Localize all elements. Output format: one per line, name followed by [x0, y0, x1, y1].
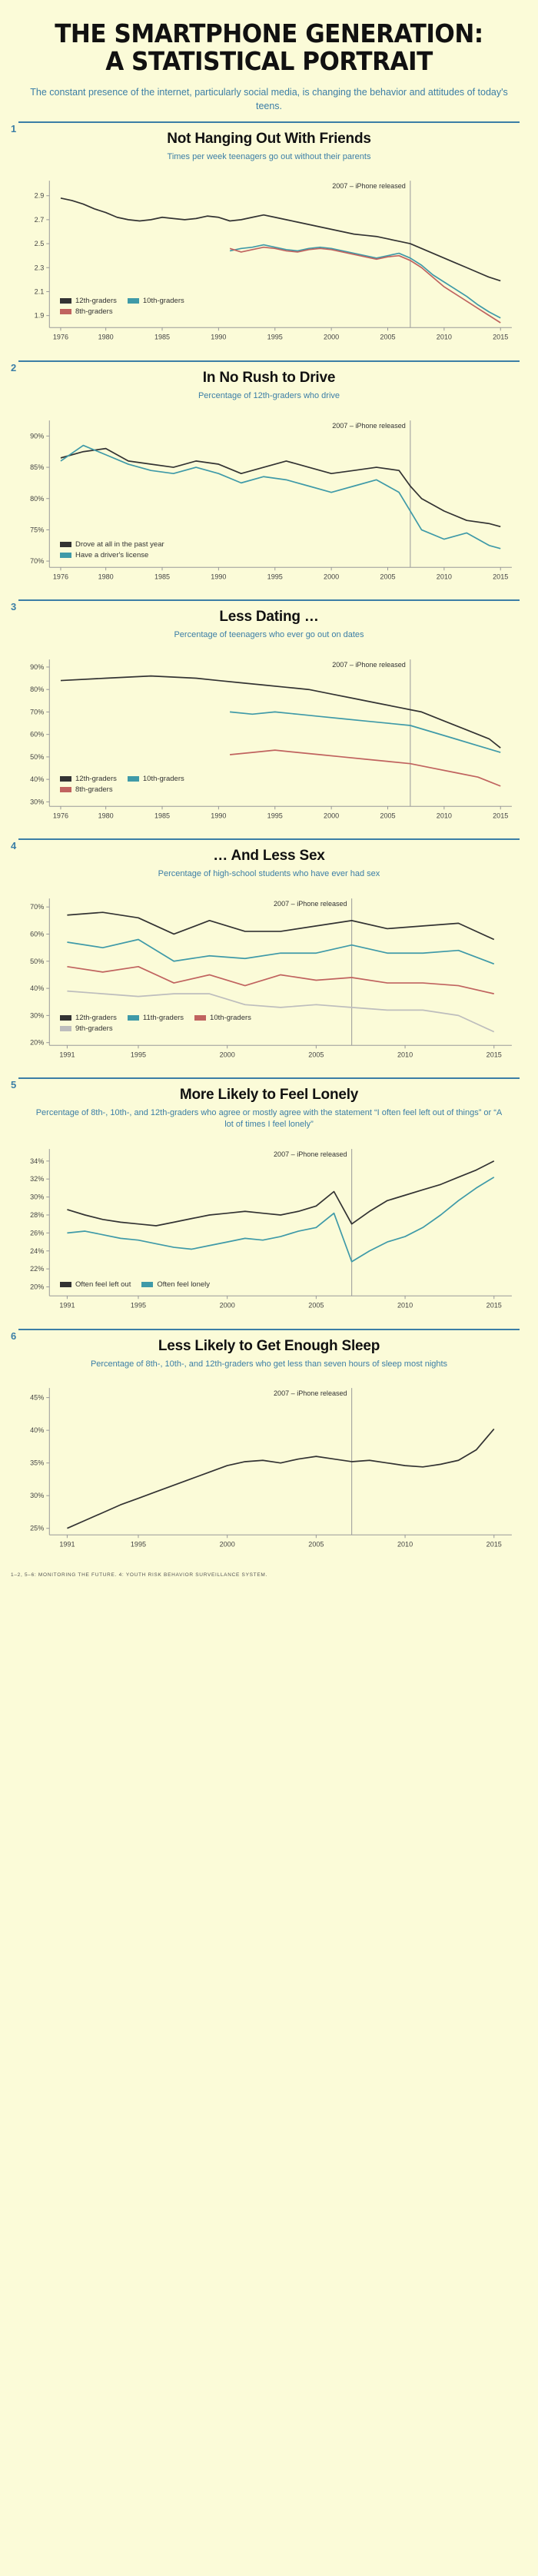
section-divider: [18, 838, 520, 840]
svg-text:1990: 1990: [211, 812, 227, 820]
svg-text:40%: 40%: [30, 775, 45, 783]
legend-label: 12th-graders: [75, 1014, 117, 1023]
chart-legend: [60, 775, 221, 794]
svg-text:2015: 2015: [486, 1051, 502, 1059]
svg-text:2000: 2000: [324, 812, 340, 820]
svg-text:2015: 2015: [493, 812, 509, 820]
legend-swatch: [60, 787, 71, 792]
chart-svg: [14, 1377, 524, 1555]
svg-text:2010: 2010: [436, 572, 452, 580]
svg-text:40%: 40%: [30, 1426, 45, 1435]
svg-text:26%: 26%: [30, 1229, 45, 1237]
svg-text:2005: 2005: [380, 333, 396, 341]
series-line-1: [67, 1429, 493, 1529]
chart-header: [8, 607, 530, 646]
page-title-line2: A STATISTICAL PORTRAIT: [105, 45, 433, 76]
section-divider: [18, 1329, 520, 1330]
plot-area: [14, 410, 524, 587]
legend-label: 10th-graders: [142, 775, 184, 784]
page-title-line1: THE SMARTPHONE GENERATION:: [55, 18, 483, 48]
svg-text:2000: 2000: [324, 572, 340, 580]
section-divider: [18, 360, 520, 362]
chart-block-1: [0, 121, 538, 356]
series-line-3: [230, 247, 500, 323]
legend-swatch: [60, 1015, 71, 1021]
legend-swatch: [60, 309, 71, 314]
svg-text:1991: 1991: [59, 1540, 75, 1549]
series-line-1: [67, 1161, 493, 1226]
svg-text:2015: 2015: [486, 1540, 502, 1549]
chart-subtitle: Percentage of high-school students who have ever had sex: [158, 869, 380, 879]
svg-text:30%: 30%: [30, 1193, 45, 1201]
chart-index: 3: [11, 600, 17, 612]
legend-item: [128, 775, 184, 783]
chart-subtitle: Percentage of 8th-, 10th-, and 12th-graders who agree or mostly agree with the statement “I often feel left out of things” or “A lot of times I feel lonely”: [35, 1108, 503, 1130]
legend-swatch: [141, 1282, 153, 1287]
svg-text:35%: 35%: [30, 1459, 45, 1468]
svg-text:2005: 2005: [308, 1051, 324, 1059]
chart-svg: [14, 410, 524, 587]
svg-text:1980: 1980: [98, 333, 114, 341]
legend-swatch: [128, 776, 139, 782]
legend-item: [60, 551, 148, 559]
chart-svg: [14, 170, 524, 347]
svg-text:2.3: 2.3: [34, 264, 45, 272]
series-line-2: [67, 940, 493, 964]
chart-index: 2: [11, 361, 17, 373]
svg-text:70%: 70%: [30, 708, 45, 716]
svg-text:40%: 40%: [30, 984, 45, 993]
svg-text:2.7: 2.7: [34, 216, 45, 224]
chart-block-4: [0, 838, 538, 1073]
section-divider: [18, 1077, 520, 1079]
svg-text:1990: 1990: [211, 572, 227, 580]
plot-area: [14, 170, 524, 347]
legend-label: 11th-graders: [142, 1014, 184, 1023]
svg-text:90%: 90%: [30, 431, 45, 440]
svg-text:2000: 2000: [219, 1051, 235, 1059]
svg-text:1980: 1980: [98, 572, 114, 580]
svg-text:75%: 75%: [30, 526, 45, 534]
svg-text:70%: 70%: [30, 556, 45, 565]
svg-text:70%: 70%: [30, 903, 45, 911]
chart-subtitle: Percentage of 12th-graders who drive: [198, 390, 340, 400]
legend-item: [60, 307, 113, 316]
legend-item: [141, 1280, 210, 1289]
plot-area: [14, 1377, 524, 1555]
chart-legend: [60, 540, 221, 559]
chart-title: Not Hanging Out With Friends: [167, 130, 371, 147]
chart-block-5: [0, 1077, 538, 1323]
series-line-2: [230, 712, 500, 752]
chart-list: [0, 121, 538, 1563]
svg-text:1995: 1995: [267, 333, 283, 341]
iphone-release-label: 2007 – iPhone released: [274, 900, 347, 908]
svg-text:2010: 2010: [397, 1540, 413, 1549]
chart-index: 1: [11, 122, 17, 134]
legend-label: Drove at all in the past year: [75, 539, 164, 549]
legend-label: 8th-graders: [75, 785, 113, 795]
svg-text:25%: 25%: [30, 1525, 45, 1533]
page-title: [34, 20, 505, 75]
section-divider: [18, 121, 520, 123]
svg-text:2005: 2005: [308, 1301, 324, 1310]
legend-label: Often feel left out: [75, 1280, 131, 1289]
svg-text:2005: 2005: [380, 572, 396, 580]
chart-legend: [60, 297, 221, 316]
chart-index: 4: [11, 840, 17, 852]
chart-title: In No Rush to Drive: [202, 369, 336, 386]
series-line-3: [67, 967, 493, 994]
series-line-2: [67, 1177, 493, 1262]
svg-text:1995: 1995: [267, 812, 283, 820]
svg-text:2010: 2010: [397, 1301, 413, 1310]
svg-text:2.1: 2.1: [34, 287, 45, 296]
svg-text:90%: 90%: [30, 662, 45, 671]
svg-text:2.9: 2.9: [34, 192, 45, 201]
legend-item: [194, 1014, 251, 1022]
svg-text:1991: 1991: [59, 1301, 75, 1310]
svg-text:1995: 1995: [130, 1051, 147, 1059]
chart-svg: [14, 1138, 524, 1316]
legend-item: [128, 1014, 184, 1022]
chart-title: Less Likely to Get Enough Sleep: [158, 1337, 380, 1354]
svg-text:20%: 20%: [30, 1283, 45, 1291]
legend-item: [60, 1024, 113, 1033]
legend-item: [60, 785, 113, 794]
chart-header: [8, 1085, 530, 1135]
chart-title: More Likely to Feel Lonely: [179, 1087, 359, 1104]
legend-label: 9th-graders: [75, 1024, 113, 1034]
svg-text:1995: 1995: [267, 572, 283, 580]
svg-text:2.5: 2.5: [34, 240, 45, 248]
legend-label: Often feel lonely: [157, 1280, 211, 1289]
source-note: 1–2, 5–6: MONITORING THE FUTURE. 4: YOUTH RISK BEHAVIOR SURVEILLANCE SYSTEM.: [11, 1572, 267, 1578]
chart-legend: [60, 1280, 221, 1289]
legend-label: Have a driver's license: [75, 550, 149, 559]
svg-text:85%: 85%: [30, 463, 45, 471]
series-line-2: [61, 445, 500, 548]
legend-item: [60, 775, 117, 783]
svg-text:24%: 24%: [30, 1247, 45, 1255]
chart-header: [8, 1336, 530, 1375]
plot-area: [14, 1138, 524, 1316]
svg-text:2010: 2010: [436, 333, 452, 341]
legend-swatch: [60, 1282, 71, 1287]
svg-text:2010: 2010: [436, 812, 452, 820]
chart-header: [8, 846, 530, 885]
plot-area: [14, 649, 524, 826]
legend-swatch: [60, 542, 71, 547]
chart-title: … And Less Sex: [213, 848, 325, 865]
svg-text:1995: 1995: [130, 1540, 147, 1549]
svg-text:1991: 1991: [59, 1051, 75, 1059]
section-divider: [18, 599, 520, 601]
iphone-release-label: 2007 – iPhone released: [332, 421, 406, 430]
series-line-2: [230, 245, 500, 318]
chart-svg: [14, 649, 524, 826]
legend-label: 12th-graders: [75, 296, 117, 305]
legend-item: [60, 540, 164, 549]
svg-text:32%: 32%: [30, 1175, 45, 1183]
svg-text:60%: 60%: [30, 730, 45, 739]
chart-svg: [14, 888, 524, 1065]
page-subtitle: The constant presence of the internet, particularly social media, is changing the behavior and attitudes of today's teens.: [30, 87, 508, 112]
iphone-release-label: 2007 – iPhone released: [274, 1389, 347, 1398]
legend-swatch: [194, 1015, 206, 1021]
svg-text:2000: 2000: [219, 1540, 235, 1549]
svg-text:80%: 80%: [30, 494, 45, 503]
svg-text:1985: 1985: [154, 572, 171, 580]
legend-label: 10th-graders: [142, 296, 184, 305]
svg-text:50%: 50%: [30, 752, 45, 761]
svg-text:50%: 50%: [30, 957, 45, 965]
svg-text:2010: 2010: [397, 1051, 413, 1059]
svg-text:2005: 2005: [308, 1540, 324, 1549]
page-header: [0, 0, 538, 121]
legend-swatch: [60, 776, 71, 782]
chart-header: [8, 129, 530, 168]
legend-swatch: [60, 298, 71, 304]
svg-text:28%: 28%: [30, 1211, 45, 1220]
legend-item: [60, 1014, 117, 1022]
series-line-3: [230, 750, 500, 786]
svg-text:1995: 1995: [130, 1301, 147, 1310]
svg-text:20%: 20%: [30, 1038, 45, 1047]
svg-text:2000: 2000: [324, 333, 340, 341]
chart-subtitle: Percentage of teenagers who ever go out on dates: [174, 629, 364, 639]
series-line-1: [67, 912, 493, 939]
legend-label: 10th-graders: [210, 1014, 251, 1023]
svg-text:30%: 30%: [30, 1492, 45, 1500]
svg-text:1990: 1990: [211, 333, 227, 341]
svg-text:34%: 34%: [30, 1157, 45, 1165]
svg-text:60%: 60%: [30, 930, 45, 938]
chart-subtitle: Percentage of 8th-, 10th-, and 12th-graders who get less than seven hours of sleep most nights: [90, 1359, 448, 1369]
iphone-release-label: 2007 – iPhone released: [332, 660, 406, 669]
plot-area: [14, 888, 524, 1065]
svg-text:22%: 22%: [30, 1265, 45, 1273]
legend-swatch: [128, 1015, 139, 1021]
legend-swatch: [128, 298, 139, 304]
svg-text:2015: 2015: [493, 572, 509, 580]
svg-text:1.9: 1.9: [34, 312, 45, 320]
svg-text:80%: 80%: [30, 685, 45, 694]
svg-text:1976: 1976: [52, 812, 69, 820]
legend-swatch: [60, 553, 71, 558]
svg-text:1985: 1985: [154, 812, 171, 820]
series-line-1: [61, 198, 500, 281]
legend-item: [60, 297, 117, 305]
svg-text:2005: 2005: [380, 812, 396, 820]
svg-text:45%: 45%: [30, 1393, 45, 1402]
legend-item: [60, 1280, 131, 1289]
svg-text:30%: 30%: [30, 1011, 45, 1020]
svg-text:2015: 2015: [493, 333, 509, 341]
chart-title: Less Dating …: [219, 608, 319, 625]
chart-index: 6: [11, 1329, 17, 1342]
legend-label: 8th-graders: [75, 307, 113, 316]
legend-item: [128, 297, 184, 305]
iphone-release-label: 2007 – iPhone released: [332, 182, 406, 191]
svg-text:2015: 2015: [486, 1301, 502, 1310]
svg-text:1976: 1976: [52, 333, 69, 341]
chart-legend: [60, 1014, 291, 1033]
chart-block-3: [0, 599, 538, 834]
chart-header: [8, 368, 530, 407]
series-line-1: [61, 448, 500, 526]
chart-index: 5: [11, 1079, 17, 1091]
chart-block-6: [0, 1329, 538, 1563]
svg-text:30%: 30%: [30, 798, 45, 806]
svg-text:2000: 2000: [219, 1301, 235, 1310]
svg-text:1976: 1976: [52, 572, 69, 580]
svg-text:1980: 1980: [98, 812, 114, 820]
chart-block-2: [0, 360, 538, 595]
legend-label: 12th-graders: [75, 775, 117, 784]
iphone-release-label: 2007 – iPhone released: [274, 1150, 347, 1159]
svg-text:1985: 1985: [154, 333, 171, 341]
chart-subtitle: Times per week teenagers go out without their parents: [167, 151, 371, 161]
legend-swatch: [60, 1026, 71, 1031]
